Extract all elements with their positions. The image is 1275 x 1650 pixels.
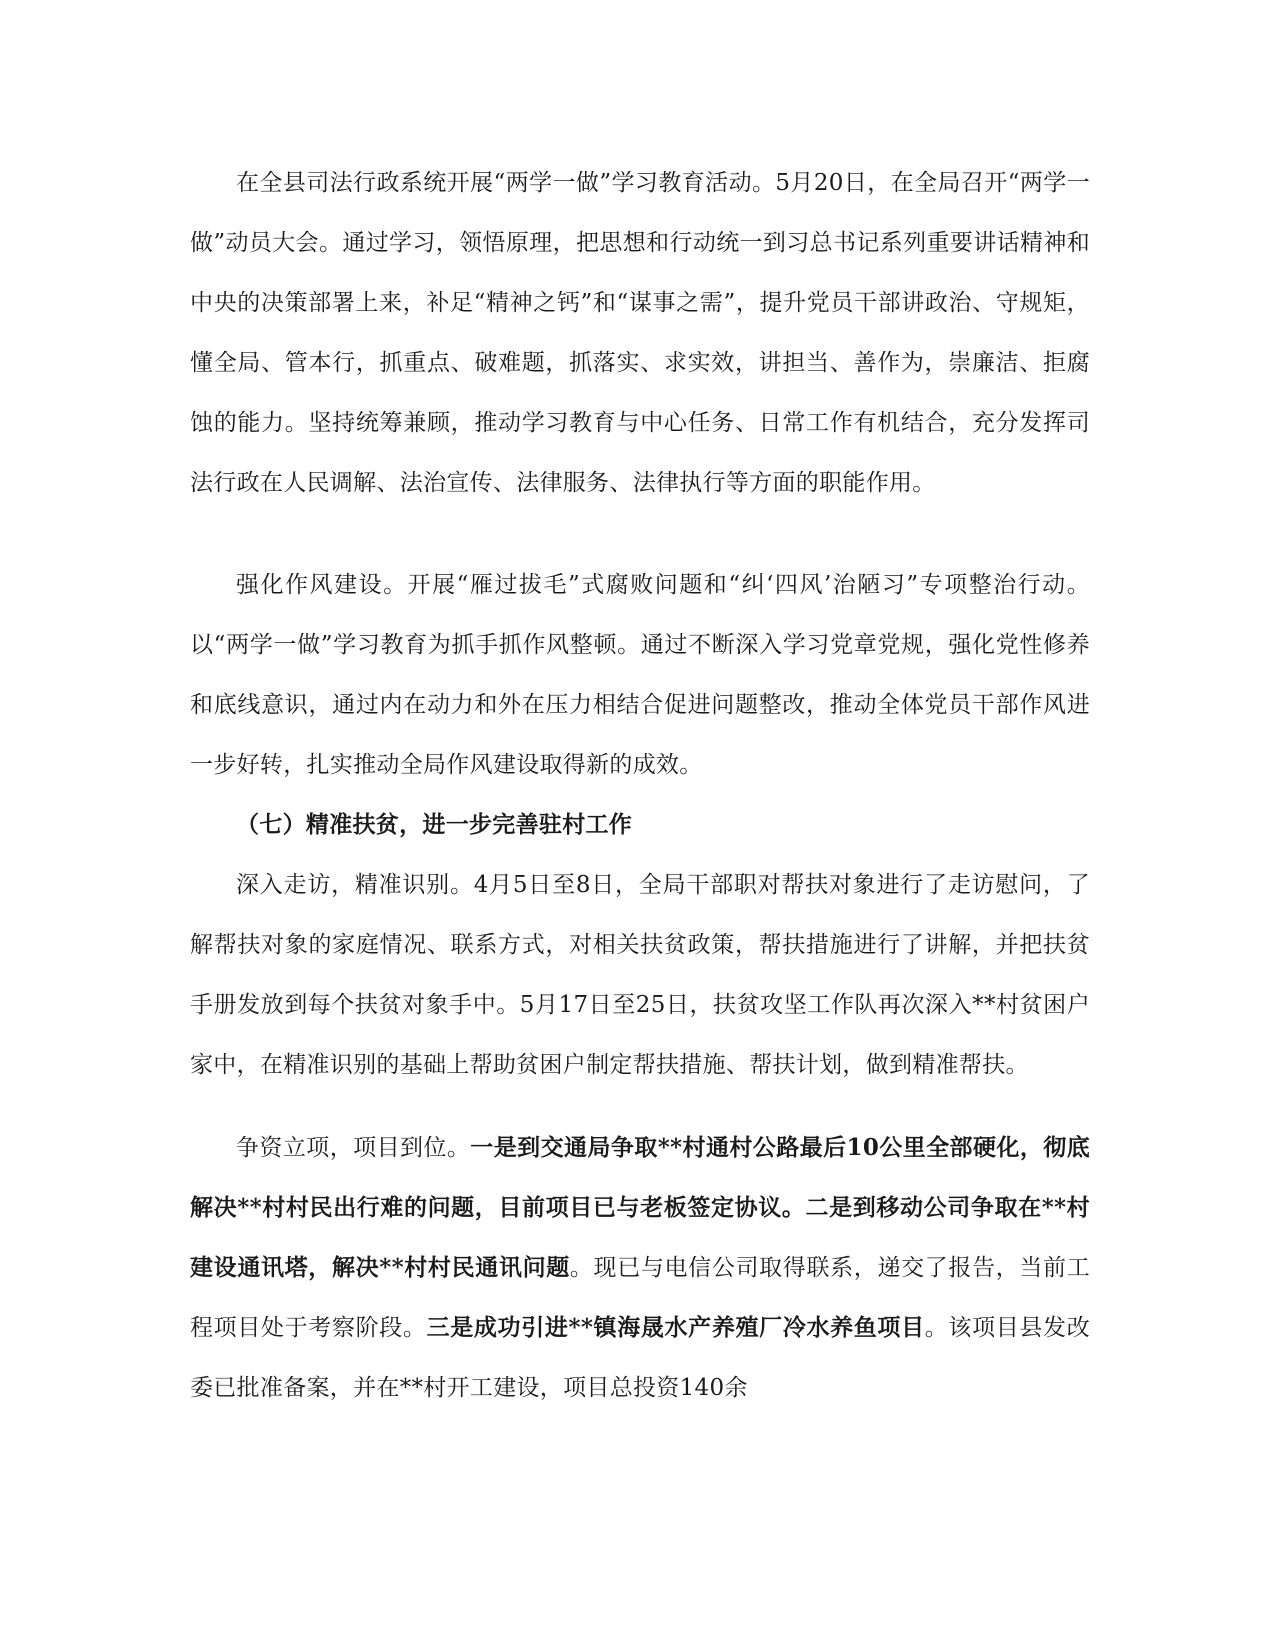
projects-bold-2: 三是成功引进**镇海晟水产养殖厂冷水养鱼项目 — [426, 1314, 925, 1341]
paragraph-projects — [190, 1118, 1090, 1418]
paragraph-work-style: 强化作风建设。开展“雁过拔毛”式腐败问题和“纠‘四风’治陋习”专项整治行动。以“两学一做”学习教育为抓手抓作风整顿。通过不断深入学习党章党规，强化党性修养和底线意识，通过内在动力和外在压力相结合促进问题整改，推动全体党员干部作风进一步好转，扎实推动全局作风建设取得新的成效。 — [190, 572, 1090, 778]
section-heading: （七）精准扶贫，进一步完善驻村工作 — [236, 811, 633, 838]
paragraph-study-education: 在全县司法行政系统开展“两学一做”学习教育活动。5月20日，在全局召开“两学一做”动员大会。通过学习，领悟原理，把思想和行动统一到习总书记系列重要讲话精神和中央的决策部署上来，补足“精神之钙”和“谋事之需”，提升党员干部讲政治、守规矩，懂全局、管本行，抓重点、破难题，抓落实、求实效，讲担当、善作为，崇廉洁、拒腐蚀的能力。坚持统筹兼顾，推动学习教育与中心任务、日常工作有机结合，充分发挥司法行政在人民调解、法治宣传、法律服务、法律执行等方面的职能作用。 — [190, 170, 1090, 496]
projects-bold-1: 一是到交通局争取**村通村公路最后10公里全部硬化，彻底解决**村村民出行难的问题，目前项目已与老板签定协议。二是到移动公司争取在**村建设通讯塔，解决**村村民通讯问题 — [190, 1134, 1090, 1281]
projects-text-2: 。现已与电信公司取得联系，递交了报告，当前工程项目处于考察阶段。 — [190, 1255, 1091, 1341]
projects-intro-text: 争资立项，项目到位。 — [236, 1135, 471, 1161]
projects-text-3: 。该项目县发改委已批准备案，并在**村开工建设，项目总投资140余 — [190, 1315, 1090, 1401]
paragraph-visits: 深入走访，精准识别。4月5日至8日，全局干部职对帮扶对象进行了走访慰问，了解帮扶对象的家庭情况、联系方式，对相关扶贫政策，帮扶措施进行了讲解，并把扶贫手册发放到每个扶贫对象手中。5月17日至25日，扶贫攻坚工作队再次深入**村贫困户家中，在精准识别的基础上帮助贫困户制定帮扶措施、帮扶计划，做到精准帮扶。 — [190, 872, 1090, 1078]
